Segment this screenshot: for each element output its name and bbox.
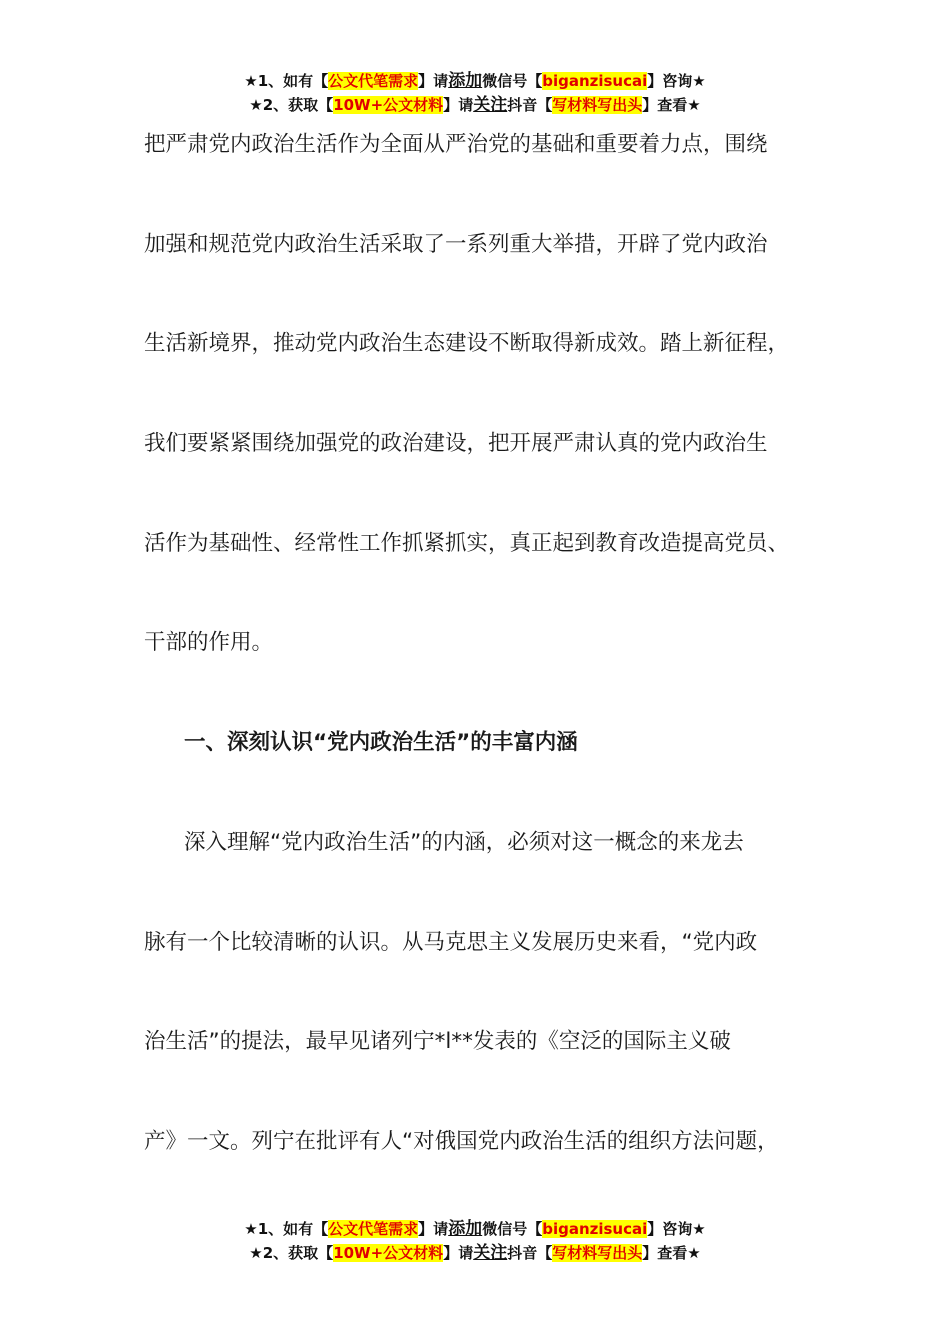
banner-text: 抖音【 [507, 96, 553, 114]
body-line: 脉有一个比较清晰的认识。从马克思主义发展历史来看，“党内政 [144, 929, 758, 955]
banner-highlight: 写材料写出头 [552, 1244, 643, 1262]
banner-text: 抖音【 [507, 1244, 553, 1262]
banner-text: 微信号【 [482, 72, 543, 90]
banner-highlight: biganzisucai [542, 1220, 648, 1238]
banner-line-2 [0, 93, 950, 117]
body-line: 干部的作用。 [144, 630, 274, 656]
body-line: 加强和规范党内政治生活采取了一系列重大举措，开辟了党内政治 [144, 231, 768, 257]
banner-text: 】查看★ [642, 1244, 701, 1262]
banner-text: 】请 [443, 96, 474, 114]
banner-text: 】咨询★ [647, 1220, 706, 1238]
banner-text: ★1、如有【 [244, 72, 329, 90]
footer-banner [0, 1217, 950, 1265]
body-line: 生活新境界，推动党内政治生态建设不断取得新成效。踏上新征程， [144, 331, 790, 357]
banner-line-1 [0, 1217, 950, 1241]
section-heading: 一、深刻认识“党内政治生活”的丰富内涵 [184, 730, 578, 756]
body-line: 产》一文。列宁在批评有人“对俄国党内政治生活的组织方法问题， [144, 1128, 779, 1154]
header-banner [0, 69, 950, 117]
banner-underlined: 关注 [473, 95, 508, 115]
banner-text: ★1、如有【 [244, 1220, 329, 1238]
banner-highlight: biganzisucai [542, 72, 648, 90]
banner-text: ★2、获取【 [249, 1244, 334, 1262]
body-line: 把严肃党内政治生活作为全面从严治党的基础和重要着力点，围绕 [144, 132, 768, 157]
banner-line-1 [0, 69, 950, 93]
body-line: 深入理解“党内政治生活”的内涵，必须对这一概念的来龙去 [184, 829, 744, 855]
banner-underlined: 添加 [448, 71, 483, 91]
banner-text: 微信号【 [482, 1220, 543, 1238]
body-line: 我们要紧紧围绕加强党的政治建设，把开展严肃认真的党内政治生 [144, 431, 768, 457]
banner-text: 】咨询★ [647, 72, 706, 90]
banner-highlight: 公文代笔需求 [328, 1220, 419, 1238]
banner-text: 】请 [443, 1244, 474, 1262]
banner-line-2 [0, 1241, 950, 1265]
body-line: 活作为基础性、经常性工作抓紧抓实，真正起到教育改造提高党员、 [144, 530, 790, 556]
banner-highlight: 10W+公文材料 [333, 1244, 444, 1262]
document-body [144, 120, 844, 1217]
banner-highlight: 写材料写出头 [552, 96, 643, 114]
banner-underlined: 添加 [448, 1219, 483, 1239]
banner-text: 】请 [418, 72, 449, 90]
banner-underlined: 关注 [473, 1243, 508, 1263]
banner-highlight: 公文代笔需求 [328, 72, 419, 90]
banner-text: ★2、获取【 [249, 96, 334, 114]
banner-highlight: 10W+公文材料 [333, 96, 444, 114]
body-line: 治生活”的提法，最早见诸列宁*l**发表的《空泛的国际主义破 [144, 1029, 731, 1055]
banner-text: 】查看★ [642, 96, 701, 114]
banner-text: 】请 [418, 1220, 449, 1238]
